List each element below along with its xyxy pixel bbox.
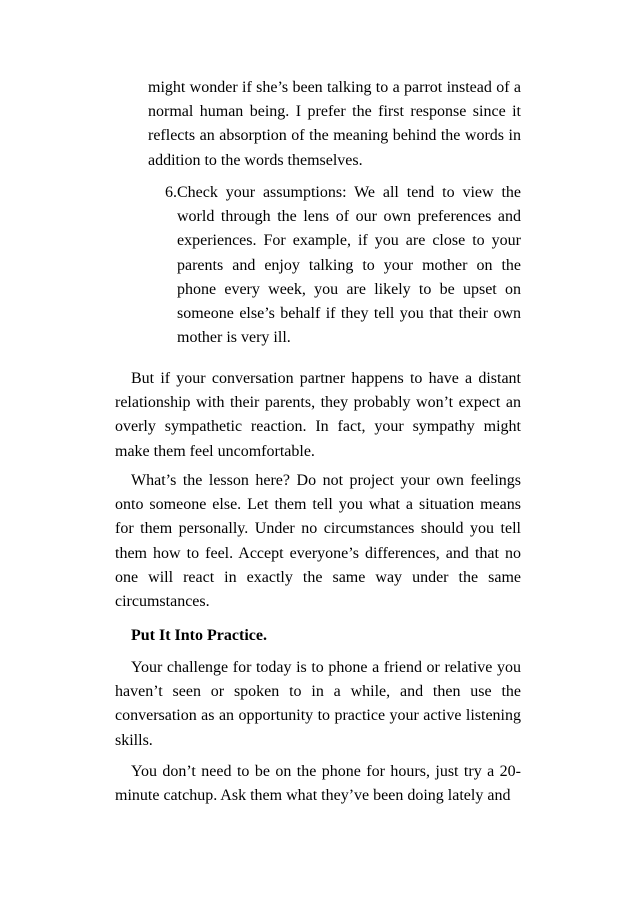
list-item-number: 6.	[165, 184, 177, 201]
numbered-list-item	[148, 181, 521, 350]
body-paragraph: You don’t need to be on the phone for hours, just try a 20-minute catchup. Ask them what they’ve been doing lately and	[115, 763, 521, 805]
list-item-text: Check your assumptions: We all tend to view the world through the lens of our own preferences and experiences. For example, if you are close to your parents and enjoy talking to your mother on the phone every week, you are likely to be upset on someone else’s behalf if they tell you that their own mother is very ill.	[177, 184, 521, 347]
body-paragraph: What’s the lesson here? Do not project your own feelings onto someone else. Let them tell you what a situation means for them personally. Under no circumstances should you tell them how to feel. Accept everyone’s differences, and that no one will react in exactly the same way under the same circumstances.	[115, 472, 521, 611]
list-continuation-text: might wonder if she’s been talking to a parrot instead of a normal human being. I prefer the first response since it reflects an absorption of the meaning behind the words in addition to the words themselves.	[148, 79, 521, 169]
section-heading: Put It Into Practice.	[131, 627, 267, 644]
body-paragraph: Your challenge for today is to phone a friend or relative you haven’t seen or spoken to in a while, and then use the conversation as an opportunity to practice your active listening skills.	[115, 659, 521, 749]
body-paragraph: But if your conversation partner happens to have a distant relationship with their parents, they probably won’t expect an overly sympathetic reaction. In fact, your sympathy might make them feel uncomfortable.	[115, 370, 521, 460]
